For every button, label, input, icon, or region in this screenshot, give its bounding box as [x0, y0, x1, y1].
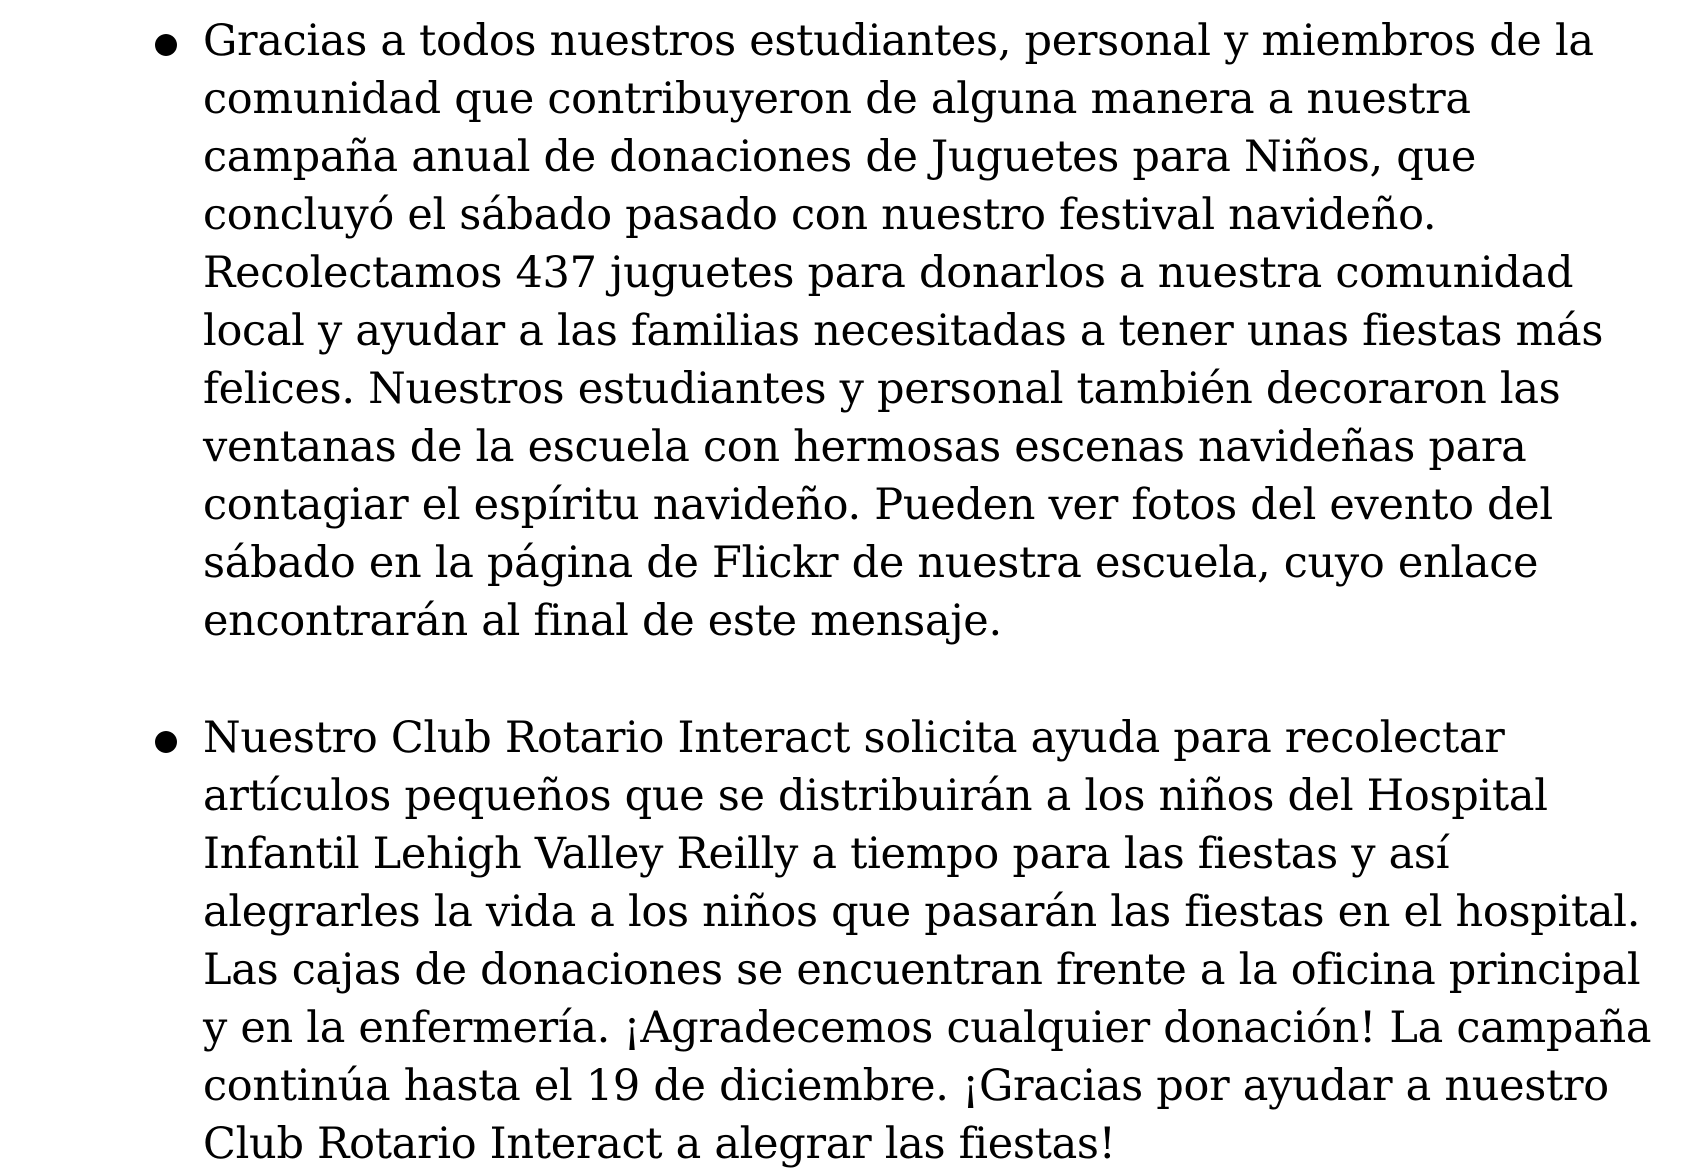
text-line: sábado en la página de Flickr de nuestra escuela, cuyo enlace — [203, 538, 1539, 588]
text-line: artículos pequeños que se distribuirán a los niños del Hospital — [203, 771, 1548, 821]
text-line: felices. Nuestros estudiantes y personal también decoraron las — [203, 364, 1561, 414]
text-line: contagiar el espíritu navideño. Pueden ver fotos del evento del — [203, 480, 1553, 530]
text-line: encontrarán al final de este mensaje. — [203, 596, 1002, 646]
text-line: alegrarles la vida a los niños que pasarán las fiestas en el hospital. — [203, 887, 1641, 937]
text-line: Recolectamos 437 juguetes para donarlos a nuestra comunidad — [203, 248, 1574, 298]
text-line: Gracias a todos nuestros estudiantes, personal y miembros de la — [203, 16, 1594, 66]
text-line: continúa hasta el 19 de diciembre. ¡Gracias por ayudar a nuestro — [203, 1061, 1609, 1111]
text-line: comunidad que contribuyeron de alguna manera a nuestra — [203, 74, 1471, 124]
text-line: Infantil Lehigh Valley Reilly a tiempo para las fiestas y así — [203, 829, 1450, 879]
text-line: campaña anual de donaciones de Juguetes para Niños, que — [203, 132, 1476, 182]
text-line: ventanas de la escuela con hermosas escenas navideñas para — [203, 422, 1527, 472]
bullet-dot-icon — [155, 34, 177, 56]
paragraph-interact-club — [203, 709, 1652, 1173]
text-line: Nuestro Club Rotario Interact solicita ayuda para recolectar — [203, 713, 1505, 763]
bullet-dot-icon — [155, 731, 177, 753]
text-line: concluyó el sábado pasado con nuestro festival navideño. — [203, 190, 1437, 240]
text-line: y en la enfermería. ¡Agradecemos cualquier donación! La campaña — [203, 1003, 1652, 1053]
paragraph-toy-drive — [203, 12, 1623, 650]
text-line: Club Rotario Interact a alegrar las fiestas! — [203, 1119, 1116, 1169]
text-line: local y ayudar a las familias necesitadas a tener unas fiestas más — [203, 306, 1604, 356]
text-line: Las cajas de donaciones se encuentran frente a la oficina principal — [203, 945, 1641, 995]
